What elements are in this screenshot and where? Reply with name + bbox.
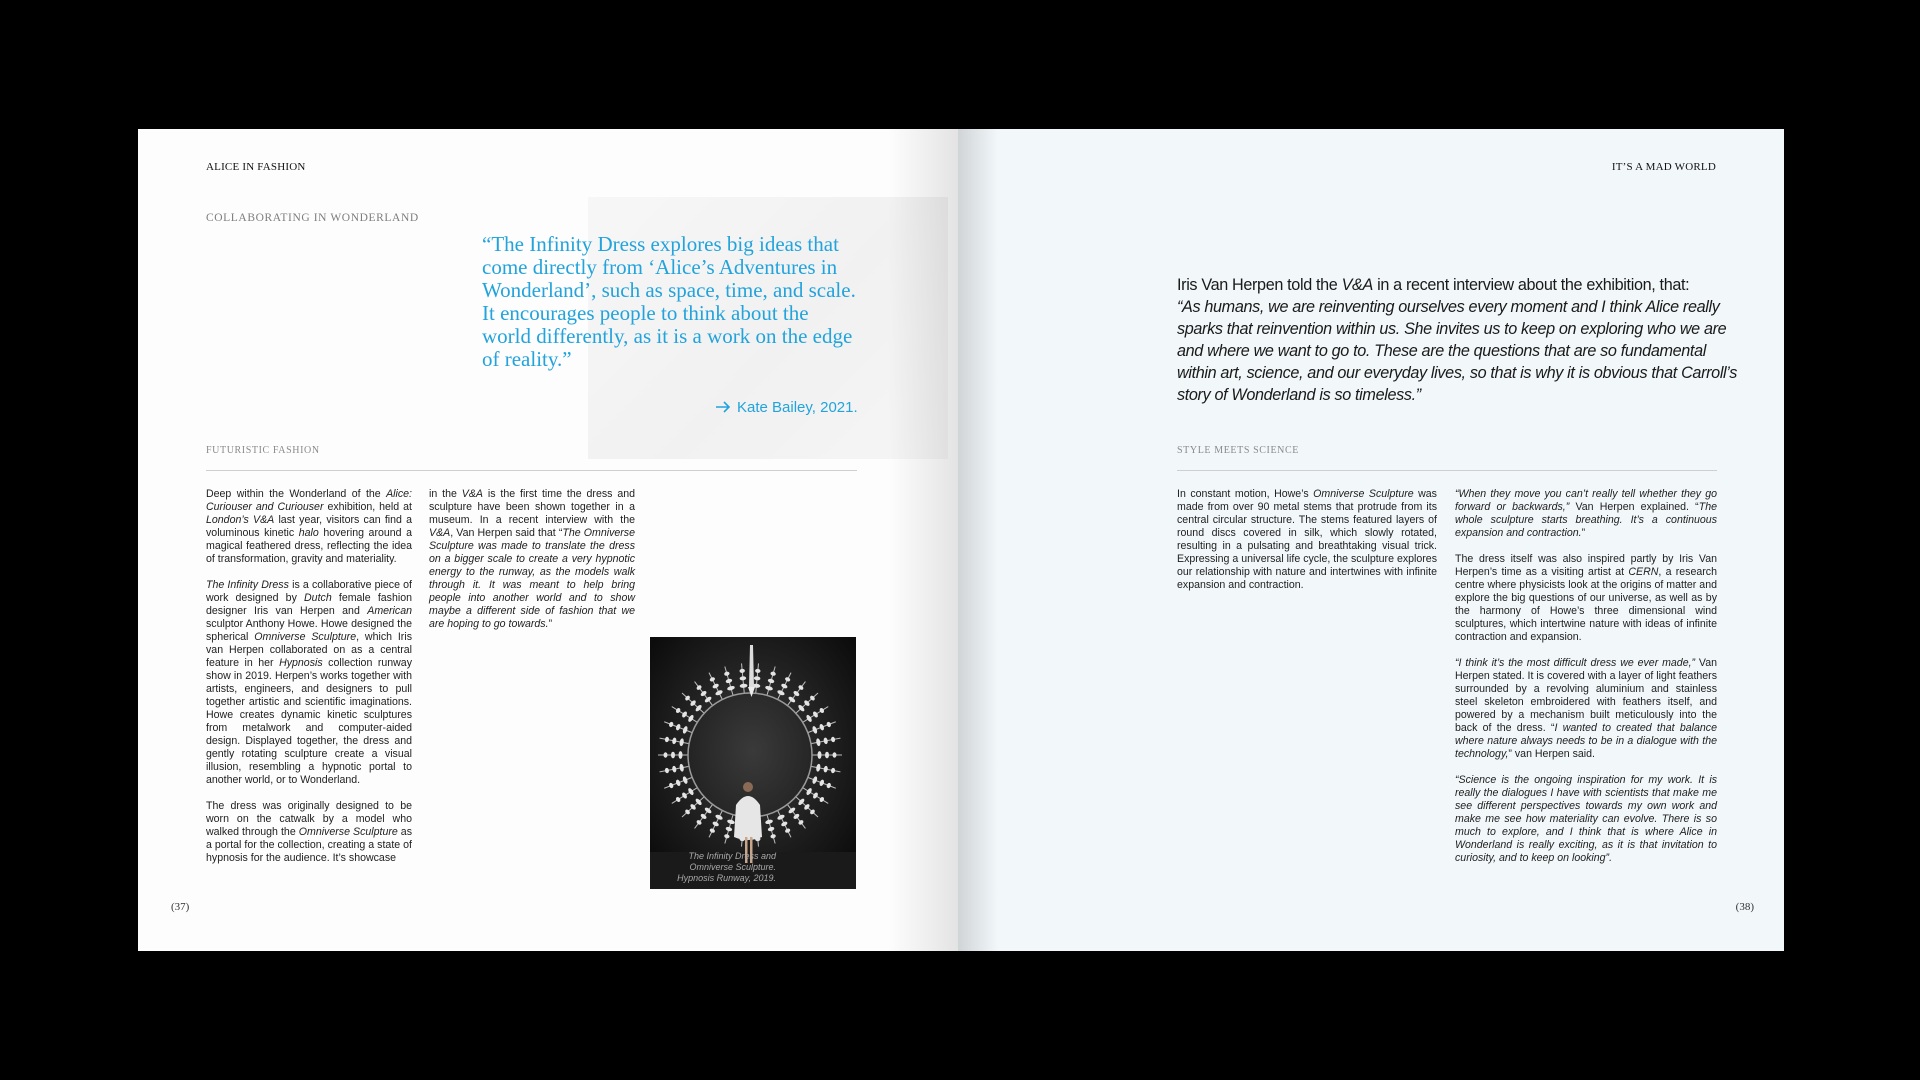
paragraph: “When they move you can’t really tell whether they go forward or backwards,” Van Herpen explained. “The whole sculpture starts breathing. It’s a continuous expansion and contraction.”: [1455, 488, 1717, 539]
running-head-left: ALICE IN FASHION: [206, 161, 306, 173]
left-page: [138, 129, 958, 951]
gutter-shadow-left: [888, 129, 958, 951]
divider-right: [1177, 470, 1717, 471]
paragraph: The dress itself was also inspired partly by Iris Van Herpen’s time as a visiting artist at CERN, a research centre where physicists look at the origins of matter and explore the big questions of our universe, as well as by the harmony of Howe’s three dimensional wind sculptures, which intertwine nature with ideas of infinite contraction and expansion.: [1455, 553, 1717, 643]
quote-attribution: [715, 399, 858, 416]
right-page: [958, 129, 1784, 951]
right-column-2: [1455, 488, 1717, 878]
pull-quote: “The Infinity Dress explores big ideas that come directly from ‘Alice’s Adventures in Wonderland’, such as space, time, and scale. It encourages people to think about the world differently, as it is a work on the edge of reality.”: [482, 232, 856, 371]
intro-quote-block: [1177, 274, 1747, 406]
paragraph: in the V&A is the first time the dress and sculpture have been shown together in a museum. In a recent interview with the V&A, Van Herpen said that “The Omniverse Sculpture was made to translate the dress on a bigger scale to create a very hypnotic energy to the runway, as the models walk through it. It was meant to help bring people into another world and to show maybe a different side of fashion that we are hoping to go towards.”: [429, 488, 635, 630]
paragraph: “Science is the ongoing inspiration for my work. It is really the dialogues I have with scientists that make me see different perspectives towards my own work and make me see how materiality can evolve. There is so much to explore, and I think that is where Alice in Wonderland is really exciting, as it is that invitation to curiosity, and to keep on looking”.: [1455, 774, 1717, 864]
intro-quote: “As humans, we are reinventing ourselves every moment and I think Alice really sparks that reinvention within us. She invites us to keep on exploring who we are and where we want to go to. These are the questions that are so fundamental within art, science, and our everyday lives, so that is why it is obvious that Carroll’s story of Wonderland is so timeless.”: [1177, 298, 1738, 404]
right-column-1: [1177, 488, 1437, 605]
photo-caption: The Infinity Dress and Omniverse Sculpture. Hypnosis Runway, 2019.: [677, 851, 776, 883]
paragraph: In constant motion, Howe’s Omniverse Sculpture was made from over 90 metal stems that protrude from its central circular structure. The stems featured layers of round discs covered in silk, which slowly rotated, resulting in a pulsating and breathtaking visual trick. Expressing a universal life cycle, the sculpture explores our relationship with nature and intertwines with infinite expansion and contraction.: [1177, 488, 1437, 591]
intro-lead: Iris Van Herpen told the V&A in a recent interview about the exhibition, that:: [1177, 276, 1690, 294]
section-title: COLLABORATING IN WONDERLAND: [206, 212, 419, 224]
subsection-style-meets-science: STYLE MEETS SCIENCE: [1177, 445, 1299, 456]
subsection-futuristic-fashion: FUTURISTIC FASHION: [206, 445, 320, 456]
page-number-left: (37): [171, 901, 190, 913]
left-column-2: [429, 488, 635, 644]
paragraph: The Infinity Dress is a collaborative piece of work designed by Dutch female fashion designer Iris van Herpen and American sculptor Anthony Howe. Howe designed the spherical Omniverse Sculpture, which Iris van Herpen collaborated on as a central feature in her Hypnosis collection runway show in 2019. Herpen’s works together with artists, engineers, and designers to pull together artistic and scientific imaginations. Howe creates dynamic kinetic sculptures from metalwork and computer-aided design. Displayed together, the dress and gently rotating sculpture create a visual illusion, resembling a hypnotic portal to another world, or to Wonderland.: [206, 579, 412, 786]
divider-left: [206, 470, 857, 471]
running-head-right: IT’S A MAD WORLD: [1611, 161, 1716, 173]
left-column-1: [206, 488, 412, 878]
gutter-shadow-right: [958, 129, 998, 951]
paragraph: The dress was originally designed to be worn on the catwalk by a model who walked through the Omniverse Sculpture as a portal for the collection, creating a state of hypnosis for the audience. It’s showcase: [206, 800, 412, 864]
paragraph: Deep within the Wonderland of the Alice: Curiouser and Curiouser exhibition, held at London’s V&A last year, visitors can find a voluminous kinetic halo hovering around a magical feathered dress, reflecting the idea of transformation, gravity and materiality.: [206, 488, 413, 565]
arrow-right-icon: [715, 401, 731, 413]
page-number-right: (38): [1735, 901, 1754, 913]
attribution-text: Kate Bailey, 2021.: [737, 399, 858, 416]
paragraph: “I think it’s the most difficult dress we ever made,” Van Herpen stated. It is covered with a layer of light feathers surrounded by a revolving aluminium and stainless steel skeleton embroidered with feathers itself, and powered by a mechanism built meticulously into the back of the dress. “I wanted to created that balance where nature always needs to be in a dialogue with the technology,” van Herpen said.: [1455, 657, 1717, 760]
